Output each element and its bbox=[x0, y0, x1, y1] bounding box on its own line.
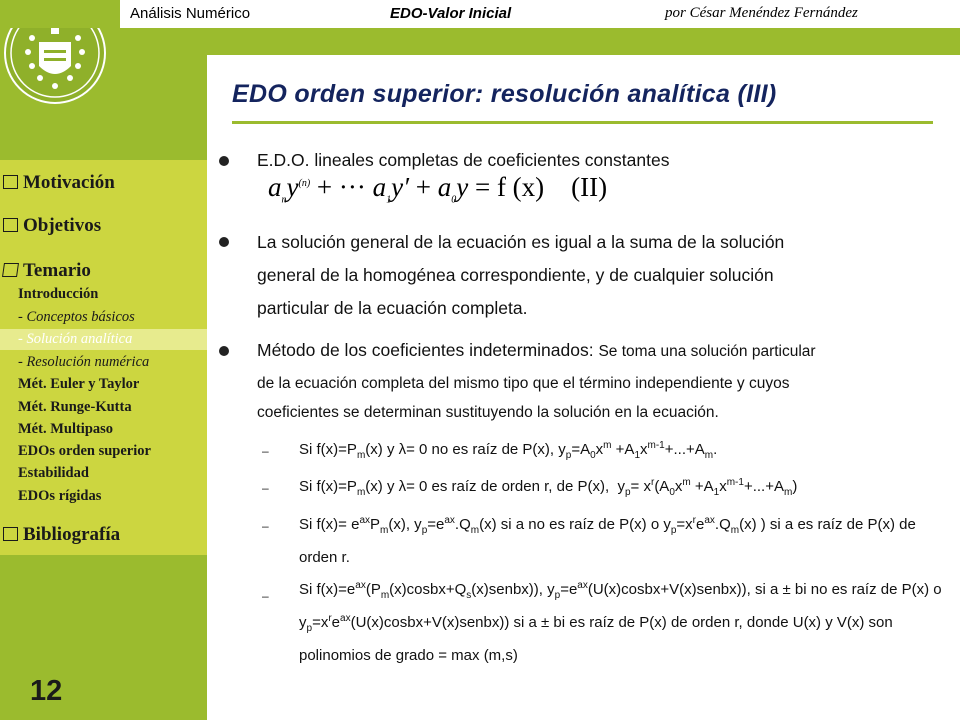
equation-label: (II) bbox=[571, 172, 608, 202]
dash-marker: – bbox=[262, 519, 269, 533]
topic-name: EDO-Valor Inicial bbox=[390, 5, 512, 22]
bullet-3-line-1 bbox=[257, 333, 816, 369]
nav-item-multipaso[interactable]: Mét. Multipaso bbox=[18, 421, 114, 437]
dash-marker: – bbox=[262, 589, 269, 603]
nav-item-estabilidad[interactable]: Estabilidad bbox=[18, 465, 89, 481]
author-name: por César Menéndez Fernández bbox=[665, 5, 858, 21]
dash-marker: – bbox=[262, 444, 269, 458]
formula-rhs: = f (x) bbox=[474, 172, 545, 202]
nav-item-runge-kutta[interactable]: Mét. Runge-Kutta bbox=[18, 399, 132, 415]
nav-item-edos-orden-superior[interactable]: EDOs orden superior bbox=[18, 443, 151, 459]
bullet-1-text: E.D.O. lineales completas de coeficientes constantes bbox=[257, 150, 670, 170]
page-number: 12 bbox=[30, 675, 63, 707]
course-name: Análisis Numérico bbox=[130, 5, 251, 22]
bullet-3-heading: Método de los coeficientes indeterminados: bbox=[257, 340, 594, 360]
bullet-2-line-3: particular de la ecuación completa. bbox=[257, 298, 528, 318]
square-icon bbox=[3, 527, 18, 541]
dash-marker: – bbox=[262, 481, 269, 495]
square-icon bbox=[3, 175, 18, 189]
sub-item-2: Si $f(x)=P_m(x)$ y λ= 0 es raíz de orden r, de P(x), $y_p= x^r(A_0x^m +A_1x^{m-1}+...+A_m)$ bbox=[299, 477, 798, 498]
nav-section-bibliografia[interactable]: Bibliografía bbox=[3, 524, 120, 546]
nav-item-resolucion-numerica[interactable]: - Resolución numérica bbox=[18, 354, 150, 370]
sub-item-4: Si $f(x)=e^{ax}(P_m(x)cosbx+Q_s(x)senbx)$), $y_p=e^{ax}(U(x)cosbx+V(x)senbx)$), si a ± bi no es raíz de P(x) o $y_p=x^re^{ax}(U(x)cosbx+V(x)senbx)$) si a ± bi es raíz de P(x) de orden r, donde U(x) y V(x) son polinomios de grado = max (m,s) bbox=[299, 580, 942, 664]
bullet-dot bbox=[219, 156, 229, 166]
square-icon bbox=[3, 218, 18, 232]
bullet-3-line-3: coeficientes se determinan sustituyendo la solución en la ecuación. bbox=[257, 404, 719, 421]
nav-item-conceptos-basicos[interactable]: - Conceptos básicos bbox=[18, 309, 135, 325]
sub-item-1: Si $f(x)=P_m(x)$ y λ= 0 no es raíz de P(x), $y_p=A_0x^m +A_1x^{m-1}+...+A_m$. bbox=[299, 440, 718, 461]
open-square-icon bbox=[2, 263, 19, 277]
navigation-panel bbox=[0, 160, 207, 555]
nav-section-temario[interactable]: Temario bbox=[3, 260, 91, 282]
bullet-dot bbox=[219, 346, 229, 356]
header-strip-left bbox=[0, 0, 120, 28]
equation-II: $a_ny^{(n)}$ + ··· $a_1y' + a_0y = f$ (x) (II) bbox=[268, 172, 608, 206]
nav-item-introduccion[interactable]: Introducción bbox=[18, 286, 99, 302]
bullet-2-line-1: La solución general de la ecuación es igual a la suma de la solución bbox=[257, 232, 785, 252]
formula-coef: a bbox=[268, 172, 282, 202]
bullet-3-line-2: de la ecuación completa del mismo tipo que el término independiente y cuyos bbox=[257, 375, 790, 392]
sub-item-3: Si $f(x)= e^{ax}P_m(x)$, $y_p=e^{ax}.Q_m(x)$ si a no es raíz de P(x) o $y_p=x^re^{ax}.Q_m(x)$ ) si a es raíz de P(x) de orden r. bbox=[299, 515, 916, 566]
bullet-3-text: Se toma una solución particular bbox=[598, 343, 816, 360]
nav-item-edos-rigidas[interactable]: EDOs rígidas bbox=[18, 488, 102, 504]
bullet-2-line-2: general de la homogénea correspondiente, y de cualquier solución bbox=[257, 265, 774, 285]
nav-section-objetivos[interactable]: Objetivos bbox=[3, 215, 101, 237]
title-underline bbox=[232, 121, 933, 124]
nav-item-solucion-analitica[interactable]: - Solución analítica bbox=[18, 331, 133, 347]
nav-item-euler-taylor[interactable]: Mét. Euler y Taylor bbox=[18, 376, 140, 392]
nav-section-motivacion[interactable]: Motivación bbox=[3, 172, 115, 194]
bullet-dot bbox=[219, 237, 229, 247]
slide-title: EDO orden superior: resolución analítica (III) bbox=[232, 80, 777, 108]
sidebar bbox=[0, 0, 207, 720]
